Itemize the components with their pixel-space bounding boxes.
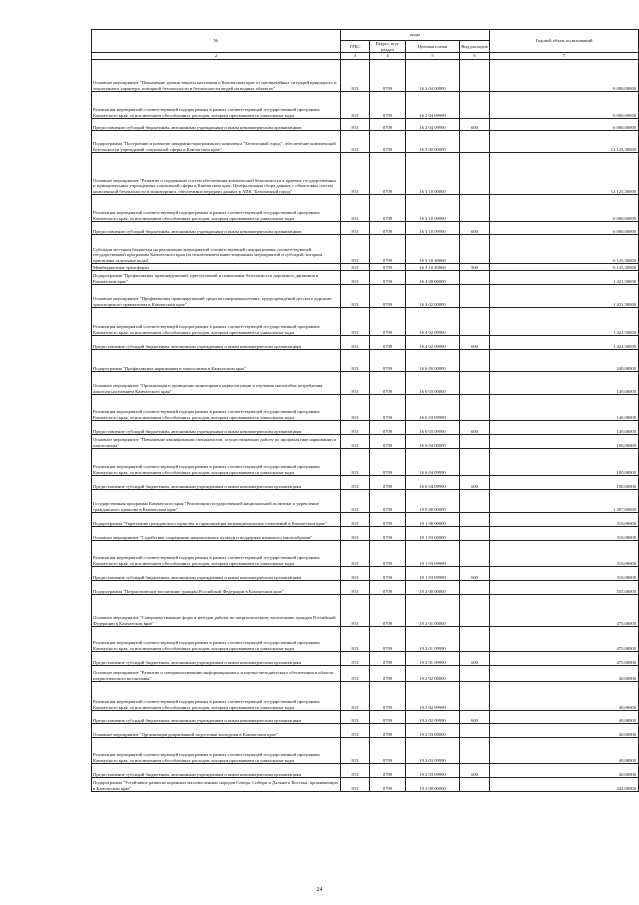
row-amount: 1 421,50000: [490, 336, 639, 350]
row-grbs: 813: [341, 595, 370, 627]
row-section: 0709: [370, 541, 406, 567]
row-amount: 555,00000: [490, 581, 639, 595]
table-row: [92, 449, 639, 476]
row-name: Основное мероприятие "Организация допризывной подготовки молодежи в Камчатском крае": [92, 724, 341, 738]
row-grbs: 813: [341, 395, 370, 421]
row-expense-kind: [460, 308, 490, 336]
row-grbs: 813: [341, 476, 370, 490]
row-target-article: 16 4 02 09990: [406, 308, 460, 336]
row-expense-kind: 600: [460, 222, 490, 235]
row-name: Реализация мероприятий соответствующей подпрограммы в рамках соответствующей государственной программы Камчатского края, за исключением обособленных расходов, которым присваиваются уникальные коды: [92, 738, 341, 764]
row-amount: 1 421,50000: [490, 308, 639, 336]
row-grbs: 813: [341, 449, 370, 476]
row-name: Предоставление субсидий бюджетным, автономным учреждениям и иным некоммерческим организациям: [92, 711, 341, 724]
table-row: [92, 711, 639, 724]
row-amount: 310,00000: [490, 513, 639, 527]
row-name: Реализация мероприятий соответствующей подпрограммы в рамках соответствующей государственной программы Камчатского края, за исключением обособленных расходов, которым присваиваются уникальные коды: [92, 195, 341, 222]
grbs-header: ГРБС: [341, 41, 370, 53]
table-row: [92, 581, 639, 595]
row-amount: 100,00000: [490, 476, 639, 490]
row-target-article: 19 2 02 09990: [406, 711, 460, 724]
table-row: [92, 308, 639, 336]
row-grbs: 813: [341, 666, 370, 682]
row-expense-kind: 600: [460, 336, 490, 350]
row-target-article: 19 2 03 09990: [406, 738, 460, 764]
row-amount: 310,00000: [490, 527, 639, 541]
table-row: [92, 652, 639, 666]
row-section: 0709: [370, 285, 406, 308]
table-row: [92, 476, 639, 490]
row-expense-kind: [460, 92, 490, 119]
table-row: [92, 527, 639, 541]
row-target-article: 19 1 00 00000: [406, 513, 460, 527]
row-target-article: 16 3 10 40060: [406, 264, 460, 271]
row-grbs: 813: [341, 119, 370, 131]
table-row: [92, 435, 639, 449]
row-section: 0709: [370, 60, 406, 92]
row-grbs: 813: [341, 541, 370, 567]
section-header: Раздел, под-раздел: [370, 41, 406, 53]
row-expense-kind: 600: [460, 567, 490, 581]
row-expense-kind: 600: [460, 652, 490, 666]
row-grbs: 813: [341, 435, 370, 449]
row-expense-kind: [460, 153, 490, 195]
row-name: Основное мероприятие "Повышение уровня защиты населения в Камчатском крае от чрезвычайных ситуаций природного и техногенного характера, пожарной безопасности и безопасности людей на водных объектах": [92, 60, 341, 92]
row-grbs: 813: [341, 372, 370, 395]
row-name: Основное мероприятие "Содействие сохранению национальных культур и поддержка языкового многообразия": [92, 527, 341, 541]
column-index: 7: [490, 53, 639, 60]
row-name: Реализация мероприятий соответствующей подпрограммы в рамках соответствующей государственной программы Камчатского края, за исключением обособленных расходов, которым присваиваются уникальные коды: [92, 627, 341, 652]
row-target-article: 19 2 02 09990: [406, 682, 460, 711]
row-expense-kind: [460, 395, 490, 421]
row-target-article: 16 4 02 09990: [406, 336, 460, 350]
row-section: 0709: [370, 336, 406, 350]
row-target-article: 16 4 00 00000: [406, 271, 460, 285]
row-expense-kind: [460, 490, 490, 513]
row-amount: 310,00000: [490, 567, 639, 581]
row-amount: 40,00000: [490, 738, 639, 764]
row-name: Реализация мероприятий соответствующей подпрограммы в рамках соответствующей государственной программы Камчатского края, за исключением обособленных расходов, которым присваиваются уникальные коды: [92, 308, 341, 336]
row-expense-kind: [460, 724, 490, 738]
table-row: [92, 490, 639, 513]
row-target-article: 19 1 03 09990: [406, 567, 460, 581]
row-grbs: 813: [341, 738, 370, 764]
row-grbs: 813: [341, 235, 370, 264]
row-target-article: 19 2 03 09990: [406, 764, 460, 778]
row-amount: 6 000,00000: [490, 119, 639, 131]
row-amount: 1 307,00000: [490, 490, 639, 513]
row-target-article: 19 2 02 00000: [406, 666, 460, 682]
table-row: [92, 541, 639, 567]
table-row: [92, 336, 639, 350]
row-name: Реализация мероприятий соответствующей подпрограммы в рамках соответствующей государственной программы Камчатского края, за исключением обособленных расходов, которым присваиваются уникальные коды: [92, 449, 341, 476]
row-target-article: 19 3 00 00000: [406, 778, 460, 792]
row-name: Предоставление субсидий бюджетным, автономным учреждениям и иным некоммерческим организациям: [92, 336, 341, 350]
row-amount: 475,00000: [490, 652, 639, 666]
row-target-article: 16 3 10 09990: [406, 222, 460, 235]
row-name: Субсидии местным бюджетам на реализацию мероприятий соответствующей подпрограммы соответствующей государственной программы Камчатского края (за исключением инвестиционных мероприятий и субсидий, которым присвоены отдельные коды): [92, 235, 341, 264]
row-target-article: 19 1 03 00000: [406, 527, 460, 541]
row-section: 0709: [370, 738, 406, 764]
row-expense-kind: 600: [460, 119, 490, 131]
row-section: 0709: [370, 119, 406, 131]
row-section: 0709: [370, 92, 406, 119]
row-grbs: 813: [341, 195, 370, 222]
row-amount: 6 000,00000: [490, 222, 639, 235]
table-row: [92, 724, 639, 738]
row-target-article: 19 2 01 09990: [406, 652, 460, 666]
table-row: [92, 778, 639, 792]
row-grbs: 813: [341, 567, 370, 581]
row-expense-kind: [460, 627, 490, 652]
row-section: 0709: [370, 595, 406, 627]
row-name: Подпрограмма "Профилактика наркомании и алкоголизма в Камчатском крае": [92, 350, 341, 372]
row-section: 0709: [370, 778, 406, 792]
row-grbs: 813: [341, 308, 370, 336]
row-grbs: 813: [341, 285, 370, 308]
row-amount: 40,00000: [490, 666, 639, 682]
row-name: Предоставление субсидий бюджетным, автономным учреждениям и иным некоммерческим организациям: [92, 652, 341, 666]
row-section: 0709: [370, 350, 406, 372]
row-grbs: 813: [341, 222, 370, 235]
row-expense-kind: [460, 435, 490, 449]
row-expense-kind: [460, 778, 490, 792]
table-row: [92, 153, 639, 195]
row-section: 0709: [370, 153, 406, 195]
row-name: Основное мероприятие "Развитие и совершенствование информационного и научно-методического обеспечения в области патриотического воспитания": [92, 666, 341, 682]
row-name: Основное мероприятие "Организация и проведение мониторинга наркоситуации и изучения масштабов потребления алкоголя населением Камчатского края": [92, 372, 341, 395]
row-target-article: 16 3 10 09990: [406, 195, 460, 222]
row-amount: 6 125,30000: [490, 264, 639, 271]
row-amount: 240,00000: [490, 350, 639, 372]
column-index: 4: [370, 53, 406, 60]
row-name: Реализация мероприятий соответствующей подпрограммы в рамках соответствующей государственной программы Камчатского края, за исключением обособленных расходов, которым присваиваются уникальные коды: [92, 92, 341, 119]
row-target-article: 16 6 04 00000: [406, 435, 460, 449]
row-amount: 100,00000: [490, 449, 639, 476]
row-name: Предоставление субсидий бюджетным, автономным учреждениям и иным некоммерческим организациям: [92, 222, 341, 235]
row-grbs: 813: [341, 271, 370, 285]
row-name: Основное мероприятие "Повышение квалификации специалистов, осуществляющих работу по профилактике наркомании и алкоголизма": [92, 435, 341, 449]
row-target-article: 16 6 03 00000: [406, 372, 460, 395]
row-section: 0709: [370, 435, 406, 449]
table-row: [92, 119, 639, 131]
row-grbs: 813: [341, 336, 370, 350]
row-expense-kind: 500: [460, 264, 490, 271]
table-row: [92, 131, 639, 153]
page-number: 24: [316, 887, 323, 893]
row-grbs: 813: [341, 652, 370, 666]
table-row: [92, 682, 639, 711]
row-target-article: 19 0 00 00000: [406, 490, 460, 513]
row-name: Подпрограмма "Построение и развитие аппаратно-программного комплекса "Безопасный город", обеспечение комплексной безопасности учреждений социальной сферы в Камчатском крае": [92, 131, 341, 153]
row-name: Предоставление субсидий бюджетным, автономным учреждениям и иным некоммерческим организациям: [92, 764, 341, 778]
row-name: Предоставление субсидий бюджетным, автономным учреждениям и иным некоммерческим организациям: [92, 476, 341, 490]
table-row: [92, 395, 639, 421]
row-target-article: 16 4 02 00000: [406, 285, 460, 308]
row-section: 0709: [370, 476, 406, 490]
row-expense-kind: [460, 682, 490, 711]
row-amount: 1 421,50000: [490, 285, 639, 308]
row-section: 0709: [370, 652, 406, 666]
row-name: Основное мероприятие "Совершенствование форм и методов работы по патриотическому воспитанию граждан Российской Федерации в Камчатском крае": [92, 595, 341, 627]
row-grbs: 813: [341, 711, 370, 724]
table-row: [92, 627, 639, 652]
row-amount: 40,00000: [490, 711, 639, 724]
row-section: 0709: [370, 264, 406, 271]
row-name: Подпрограмма "Патриотическое воспитание граждан Российской Федерации в Камчатском крае": [92, 581, 341, 595]
table-row: [92, 222, 639, 235]
row-amount: 12 125,30000: [490, 153, 639, 195]
row-amount: 140,00000: [490, 421, 639, 435]
row-expense-kind: 600: [460, 764, 490, 778]
table-row: [92, 513, 639, 527]
column-index: 3: [341, 53, 370, 60]
row-expense-kind: [460, 666, 490, 682]
row-target-article: 19 2 03 00000: [406, 724, 460, 738]
row-name: Государственная программа Камчатского края "Реализация государственной национальной политики и укрепление гражданского единства в Камчатском крае": [92, 490, 341, 513]
row-section: 0709: [370, 449, 406, 476]
row-target-article: 16 2 04 00000: [406, 60, 460, 92]
row-expense-kind: [460, 60, 490, 92]
table-row: [92, 666, 639, 682]
header-row-top: [92, 30, 639, 41]
row-grbs: 813: [341, 421, 370, 435]
row-section: 0709: [370, 513, 406, 527]
budget-table: [91, 29, 639, 792]
row-amount: 140,00000: [490, 372, 639, 395]
row-name: Межбюджетные трансферты: [92, 264, 341, 271]
row-amount: 40,00000: [490, 682, 639, 711]
table-row: [92, 372, 639, 395]
row-name: Основное мероприятие "Развитие и содержание систем обеспечения комплексной безопасности в краевых государственных и муниципальных учреждениях социальной сферы в Камчатском крае. Централизация сбора данных с объектовых систем комплексной безопасности и мониторинга, обеспечение передачи данных в АПК "Безопасный город": [92, 153, 341, 195]
row-expense-kind: [460, 581, 490, 595]
row-amount: 475,00000: [490, 627, 639, 652]
row-expense-kind: [460, 271, 490, 285]
row-section: 0709: [370, 195, 406, 222]
row-grbs: 813: [341, 581, 370, 595]
row-target-article: 16 3 00 00000: [406, 131, 460, 153]
row-expense-kind: [460, 372, 490, 395]
row-expense-kind: [460, 513, 490, 527]
row-grbs: 813: [341, 724, 370, 738]
row-grbs: 813: [341, 764, 370, 778]
row-section: 0709: [370, 421, 406, 435]
row-amount: 6 125,30000: [490, 235, 639, 264]
row-target-article: 16 6 04 09990: [406, 449, 460, 476]
row-grbs: 813: [341, 264, 370, 271]
row-amount: 12 125,30000: [490, 131, 639, 153]
budget-table-sheet: [91, 29, 638, 792]
row-target-article: 19 2 01 09990: [406, 627, 460, 652]
row-target-article: 19 1 03 09990: [406, 541, 460, 567]
row-expense-kind: [460, 449, 490, 476]
row-grbs: 813: [341, 527, 370, 541]
num-header: №: [92, 30, 341, 53]
row-expense-kind: [460, 350, 490, 372]
row-target-article: 16 6 03 09990: [406, 421, 460, 435]
table-row: [92, 264, 639, 271]
table-row: [92, 92, 639, 119]
row-grbs: 813: [341, 682, 370, 711]
column-index: 6: [460, 53, 490, 60]
row-target-article: 16 2 04 09990: [406, 119, 460, 131]
row-section: 0709: [370, 711, 406, 724]
row-name: Реализация мероприятий соответствующей подпрограммы в рамках соответствующей государственной программы Камчатского края, за исключением обособленных расходов, которым присваиваются уникальные коды: [92, 541, 341, 567]
row-expense-kind: [460, 131, 490, 153]
row-section: 0709: [370, 764, 406, 778]
row-name: Подпрограмма "Устойчивое развитие коренных малочисленных народов Севера, Сибири и Дальнего Востока, проживающих в Камчатском крае": [92, 778, 341, 792]
row-grbs: 813: [341, 92, 370, 119]
row-expense-kind: [460, 738, 490, 764]
expense-kind-header: Вид расходов: [460, 41, 490, 53]
row-section: 0709: [370, 271, 406, 285]
codes-header: коды: [341, 30, 490, 41]
row-name: Реализация мероприятий соответствующей подпрограммы в рамках соответствующей государственной программы Камчатского края, за исключением обособленных расходов, которым присваиваются уникальные коды: [92, 682, 341, 711]
table-row: [92, 195, 639, 222]
row-amount: 475,00000: [490, 595, 639, 627]
annual-amount-header: Годовой объем ассигнований: [490, 30, 639, 53]
row-name: Предоставление субсидий бюджетным, автономным учреждениям и иным некоммерческим организациям: [92, 421, 341, 435]
row-grbs: 813: [341, 350, 370, 372]
row-section: 0709: [370, 490, 406, 513]
row-section: 0709: [370, 308, 406, 336]
column-index: 2: [92, 53, 341, 60]
row-target-article: 16 3 10 00000: [406, 153, 460, 195]
row-grbs: 813: [341, 60, 370, 92]
row-name: Подпрограмма "Профилактика правонарушений, преступлений и повышение безопасности дорожного движения в Камчатском крае": [92, 271, 341, 285]
table-row: [92, 595, 639, 627]
row-target-article: 16 6 00 00000: [406, 350, 460, 372]
row-expense-kind: 600: [460, 711, 490, 724]
row-target-article: 16 2 04 09990: [406, 92, 460, 119]
row-expense-kind: [460, 541, 490, 567]
row-section: 0709: [370, 527, 406, 541]
row-amount: 6 000,00000: [490, 60, 639, 92]
table-row: [92, 350, 639, 372]
table-row: [92, 235, 639, 264]
row-grbs: 813: [341, 627, 370, 652]
row-amount: 40,00000: [490, 724, 639, 738]
table-row: [92, 285, 639, 308]
table-row: [92, 567, 639, 581]
row-section: 0709: [370, 131, 406, 153]
row-expense-kind: [460, 527, 490, 541]
row-name: Основное мероприятие "Профилактика правонарушений среди несовершеннолетних, предупреждений детского дорожно-транспортного травматизма в Камчатском крае": [92, 285, 341, 308]
table-row: [92, 738, 639, 764]
row-amount: 310,00000: [490, 541, 639, 567]
row-amount: 6 000,00000: [490, 92, 639, 119]
row-expense-kind: [460, 285, 490, 308]
row-section: 0709: [370, 567, 406, 581]
row-section: 0709: [370, 395, 406, 421]
row-target-article: 19 2 00 00000: [406, 581, 460, 595]
table-row: [92, 421, 639, 435]
row-section: 0709: [370, 666, 406, 682]
row-name: Предоставление субсидий бюджетным, автономным учреждениям и иным некоммерческим организациям: [92, 119, 341, 131]
row-target-article: 16 6 04 09990: [406, 476, 460, 490]
row-grbs: 813: [341, 513, 370, 527]
row-expense-kind: [460, 235, 490, 264]
table-body: [92, 60, 639, 792]
row-expense-kind: [460, 595, 490, 627]
target-article-header: Целевая статья: [406, 41, 460, 53]
row-grbs: 813: [341, 153, 370, 195]
row-expense-kind: 600: [460, 421, 490, 435]
column-index: 5: [406, 53, 460, 60]
row-amount: 6 000,00000: [490, 195, 639, 222]
row-target-article: 19 2 01 00000: [406, 595, 460, 627]
row-section: 0709: [370, 222, 406, 235]
row-amount: 140,00000: [490, 395, 639, 421]
row-section: 0709: [370, 627, 406, 652]
row-target-article: 16 6 03 09990: [406, 395, 460, 421]
row-name: Подпрограмма "Укрепление гражданского единства и гармонизация межнациональных отношений в Камчатском крае": [92, 513, 341, 527]
row-section: 0709: [370, 372, 406, 395]
row-amount: 1 421,50000: [490, 271, 639, 285]
row-amount: 40,00000: [490, 764, 639, 778]
row-expense-kind: [460, 195, 490, 222]
row-amount: 442,00000: [490, 778, 639, 792]
row-target-article: 16 3 10 40060: [406, 235, 460, 264]
column-index-row: [92, 53, 639, 60]
row-section: 0709: [370, 235, 406, 264]
table-row: [92, 60, 639, 92]
row-expense-kind: 600: [460, 476, 490, 490]
row-grbs: 813: [341, 490, 370, 513]
table-row: [92, 271, 639, 285]
row-section: 0709: [370, 581, 406, 595]
row-name: Реализация мероприятий соответствующей подпрограммы в рамках соответствующей государственной программы Камчатского края, за исключением обособленных расходов, которым присваиваются уникальные коды: [92, 395, 341, 421]
row-section: 0709: [370, 682, 406, 711]
row-name: Предоставление субсидий бюджетным, автономным учреждениям и иным некоммерческим организациям: [92, 567, 341, 581]
row-section: 0709: [370, 724, 406, 738]
row-grbs: 813: [341, 778, 370, 792]
row-grbs: 813: [341, 131, 370, 153]
row-amount: 100,00000: [490, 435, 639, 449]
table-row: [92, 764, 639, 778]
